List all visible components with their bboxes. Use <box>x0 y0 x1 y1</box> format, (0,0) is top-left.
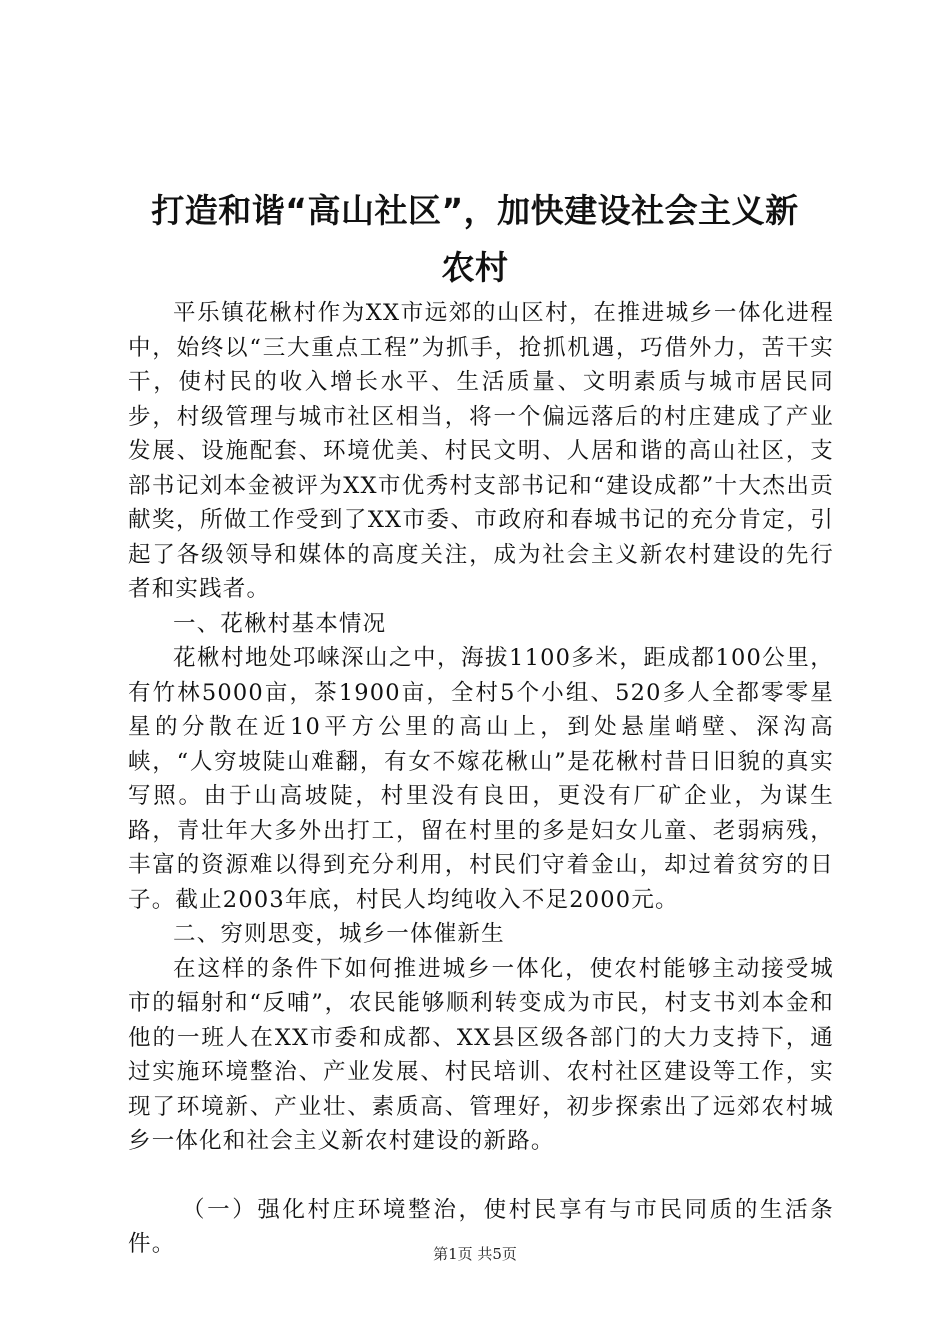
title-line-1: 打造和谐“高山社区”，加快建设社会主义新 <box>151 191 799 230</box>
section-heading-2: 二、穷则思变，城乡一体催新生 <box>173 921 505 947</box>
title-line-2: 农村 <box>441 248 509 287</box>
section-1-paragraph: 花楸村地处邛崃深山之中，海拔1100多米，距成都100公里，有竹林5000亩，茶1900亩，全村5个小组、520多人全都零零星星的分散在近10平方公里的高山上，到处悬崖峭壁、深沟高峡，“人穷坡陡山难翻，有女不嫁花楸山”是花楸村昔日旧貌的真实写照。由于山高坡陡，村里没有良田，更没有厂矿企业，为谋生路，青壮年大多外出打工，留在村里的多是妇女儿童、老弱病残，丰富的资源难以得到充分利用，村民们守着金山，却过着贫穷的日子。截止2003年底，村民人均纯收入不足2000元。 <box>128 645 834 913</box>
page-footer: 第1页 共5页 <box>433 1245 517 1263</box>
document-title <box>110 182 840 296</box>
section-heading-1: 一、花楸村基本情况 <box>173 610 387 637</box>
intro-paragraph: 平乐镇花楸村作为XX市远郊的山区村，在推进城乡一体化进程中，始终以“三大重点工程”为抓手，抢抓机遇，巧借外力，苦干实干，使村民的收入增长水平、生活质量、文明素质与城市居民同步，村级管理与城市社区相当，将一个偏远落后的村庄建成了产业发展、设施配套、环境优美、村民文明、人居和谐的高山社区，支部书记刘本金被评为XX市优秀村支部书记和“建设成都”十大杰出贡献奖，所做工作受到了XX市委、市政府和春城书记的充分肯定，引起了各级领导和媒体的高度关注，成为社会主义新农村建设的先行者和实践者。 <box>128 300 834 602</box>
document-body <box>128 296 834 1262</box>
subsection-heading-1: （一）强化村庄环境整治，使村民享有与市民同质的生活条件。 <box>128 1196 834 1257</box>
section-2-paragraph: 在这样的条件下如何推进城乡一体化，使农村能够主动接受城市的辐射和“反哺”，农民能够顺利转变成为市民，村支书刘本金和他的一班人在XX市委和成都、XX县区级各部门的大力支持下，通过实施环境整治、产业发展、村民培训、农村社区建设等工作，实现了环境新、产业壮、素质高、管理好，初步探索出了远郊农村城乡一体化和社会主义新农村建设的新路。 <box>128 955 834 1154</box>
